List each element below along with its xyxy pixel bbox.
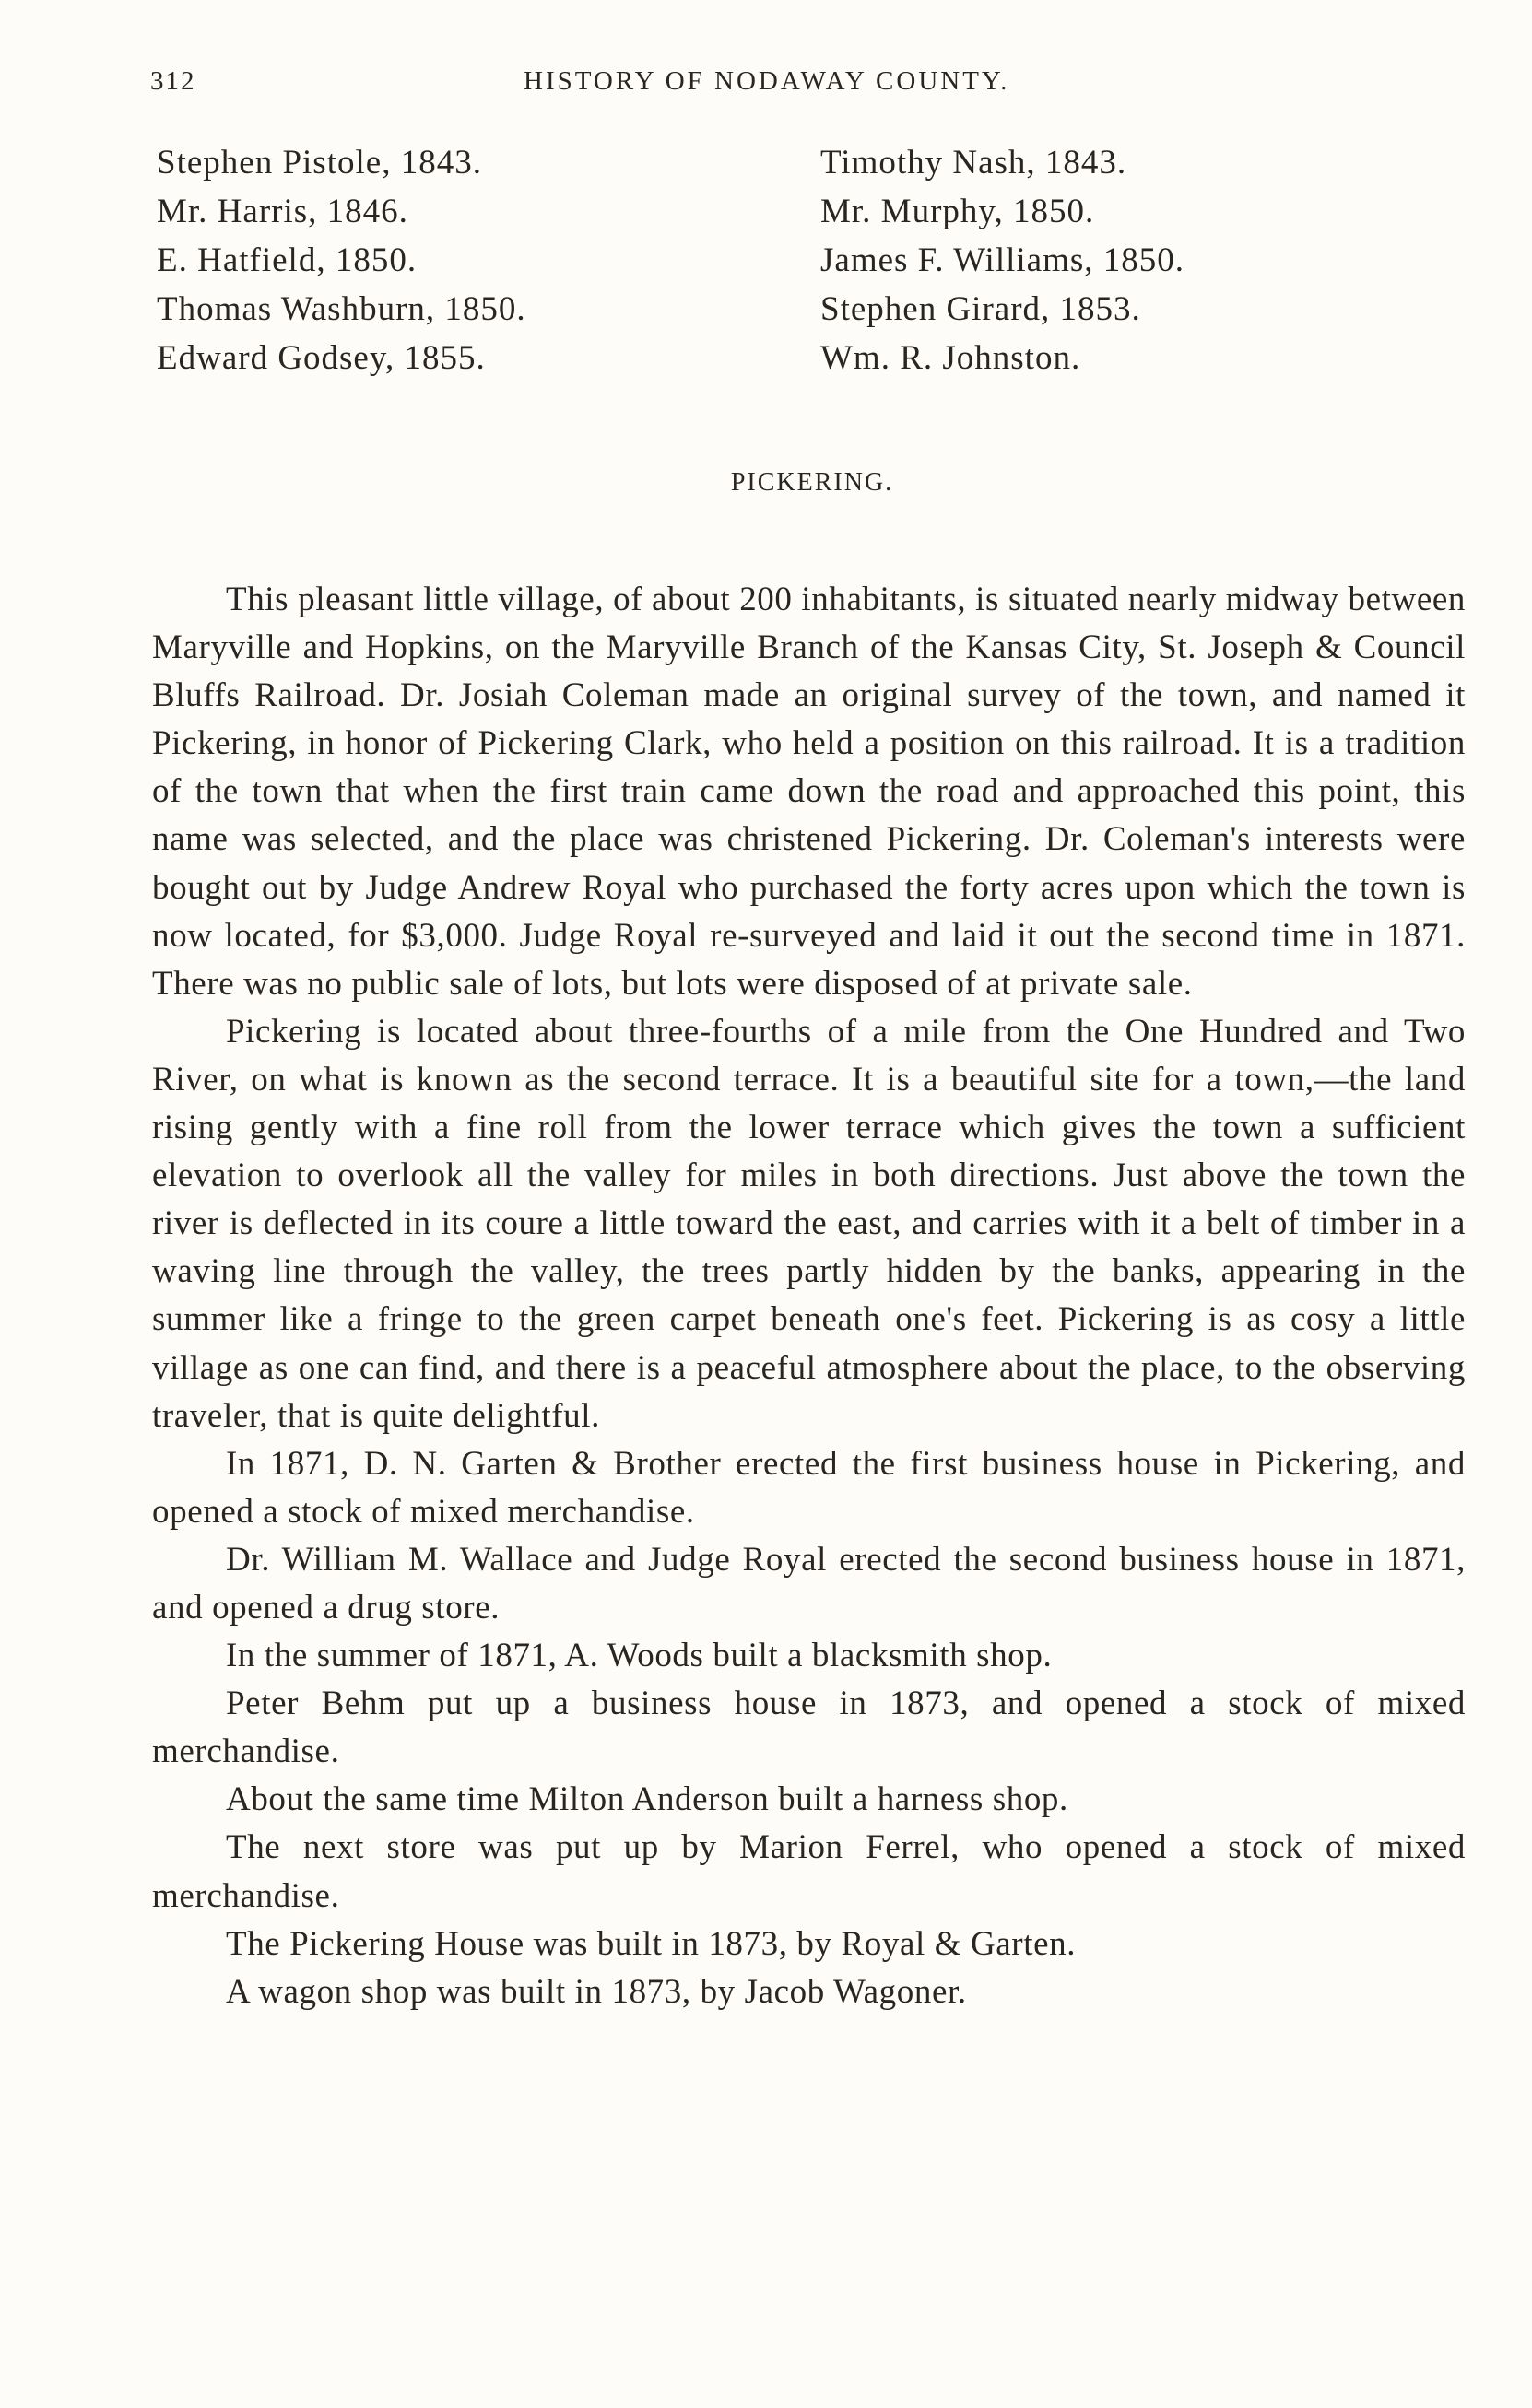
name-entry: James F. Williams, 1850. (820, 241, 1185, 279)
name-entry: Stephen Pistole, 1843. (157, 144, 482, 182)
body-text (152, 576, 1466, 2016)
name-entry: Edward Godsey, 1855. (157, 339, 486, 377)
paragraph: The next store was put up by Marion Ferrel, who opened a stock of mixed merchandise. (152, 1828, 1466, 1915)
name-entry: E. Hatfield, 1850. (157, 241, 418, 279)
page-number: 312 (150, 66, 196, 96)
paragraph: In 1871, D. N. Garten & Brother erected the first business house in Pickering, and opened a stock of mixed merchandise. (152, 1444, 1466, 1531)
name-entry: Thomas Washburn, 1850. (157, 290, 526, 328)
paragraph: Dr. William M. Wallace and Judge Royal erected the second business house in 1871, and opened a drug store. (152, 1540, 1466, 1627)
section-heading: PICKERING. (730, 468, 894, 497)
paragraph: A wagon shop was built in 1873, by Jacob Wagoner. (226, 1972, 967, 2011)
name-entry: Timothy Nash, 1843. (820, 144, 1127, 182)
paragraph: This pleasant little village, of about 200 inhabitants, is situated nearly midway between Maryville and Hopkins, on the Maryville Branch of the Kansas City, St. Joseph & Council Bluffs Railroad. Dr. Josiah Coleman made an original survey of the town, and named it Pickering, in honor of Pickering Clark, who held a position on this railroad. It is a tradition of the town that when the first train came down the road and approached this point, this name was selected, and the place was christened Pickering. Dr. Coleman's interests were bought out by Judge Andrew Royal who purchased the forty acres upon which the town is now located, for $3,000. Judge Royal re-surveyed and laid it out the second time in 1871. There was no public sale of lots, but lots were disposed of at private sale. (152, 581, 1466, 1003)
name-entry: Wm. R. Johnston. (820, 339, 1081, 377)
paragraph: Peter Behm put up a business house in 1873, and opened a stock of mixed merchandise. (152, 1685, 1466, 1771)
name-entry: Mr. Harris, 1846. (157, 193, 408, 230)
names-column-left (157, 138, 526, 382)
paragraph: Pickering is located about three-fourths of a mile from the One Hundred and Two River, on what is known as the second terrace. It is a beautiful site for a town,—the land rising gently with a fine roll from the lower terrace which gives the town a sufficient elevation to overlook all the valley for miles in both directions. Just above the town the river is deflected in its coure a little toward the east, and carries with it a belt of timber in a waving line through the valley, the trees partly hidden by the banks, appearing in the summer like a fringe to the green carpet beneath one's feet. Pickering is as cosy a little village as one can find, and there is a peaceful atmosphere about the place, to the observing traveler, that is quite delightful. (152, 1012, 1466, 1435)
name-entry: Stephen Girard, 1853. (820, 290, 1141, 328)
name-entry: Mr. Murphy, 1850. (820, 193, 1095, 230)
running-title: HISTORY OF NODAWAY COUNTY. (524, 66, 1010, 96)
names-column-right (820, 138, 1184, 382)
paragraph: The Pickering House was built in 1873, by Royal & Garten. (226, 1924, 1077, 1963)
paragraph: In the summer of 1871, A. Woods built a blacksmith shop. (226, 1637, 1053, 1675)
running-head (150, 66, 1468, 103)
paragraph: About the same time Milton Anderson built a harness shop. (226, 1780, 1068, 1819)
